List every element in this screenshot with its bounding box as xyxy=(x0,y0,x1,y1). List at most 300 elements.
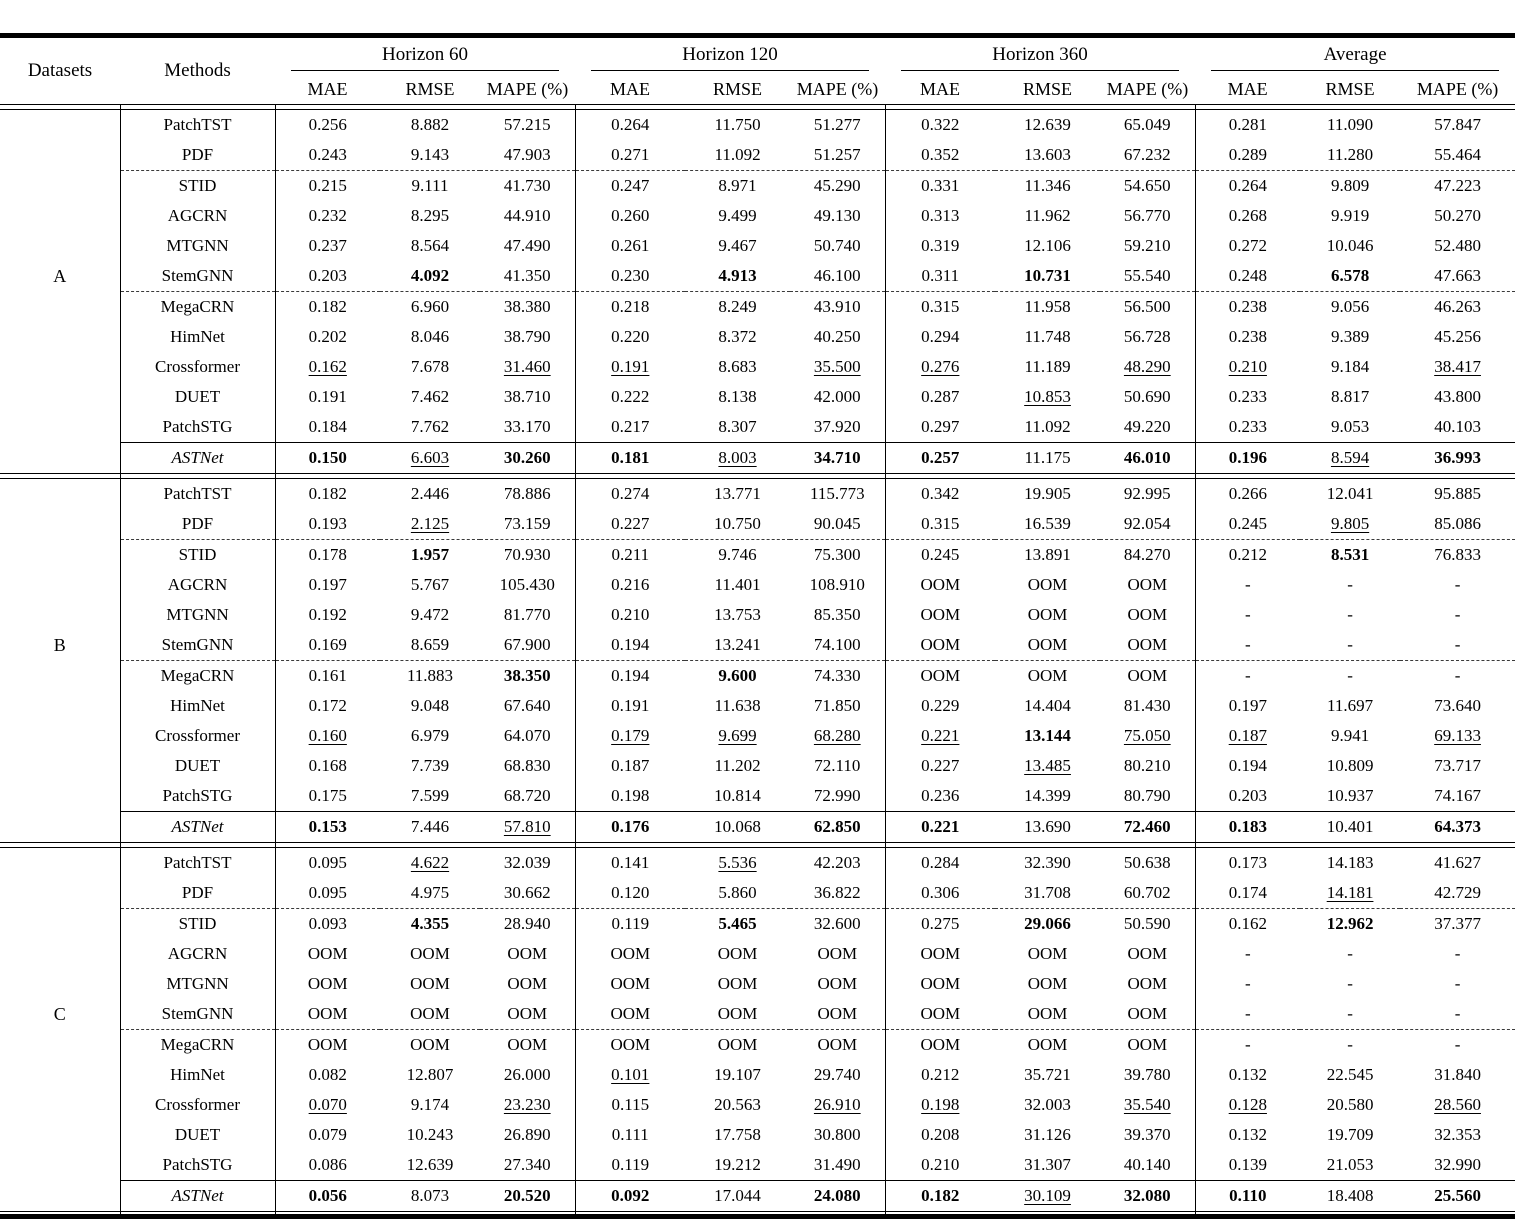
value: 11.090 xyxy=(1327,115,1374,134)
value: 0.210 xyxy=(611,605,650,624)
value-cell xyxy=(1100,878,1195,909)
value-cell xyxy=(275,909,380,940)
col-header-mape: MAPE (%) xyxy=(796,78,879,99)
value: 0.227 xyxy=(921,756,960,775)
value: 57.847 xyxy=(1434,115,1481,134)
value: 16.539 xyxy=(1024,514,1071,533)
value-cell xyxy=(275,201,380,231)
value-cell xyxy=(1195,412,1300,443)
value-cell xyxy=(1100,231,1195,261)
second-best-value: 35.540 xyxy=(1123,1095,1171,1114)
value: 0.111 xyxy=(611,1125,649,1144)
value-cell xyxy=(995,721,1100,751)
value-cell xyxy=(480,1030,575,1061)
second-best-value: 8.003 xyxy=(718,448,757,467)
second-best-value: 10.853 xyxy=(1024,387,1071,406)
value: 33.170 xyxy=(503,417,551,436)
value-cell xyxy=(790,721,885,751)
value: 0.194 xyxy=(611,666,650,685)
value: 40.250 xyxy=(813,327,861,346)
value-cell xyxy=(575,848,685,879)
value: - xyxy=(1454,575,1461,594)
value-cell xyxy=(685,721,790,751)
value-cell xyxy=(480,878,575,909)
second-best-value: 30.109 xyxy=(1024,1186,1071,1205)
value-cell xyxy=(995,1181,1100,1212)
value-cell xyxy=(575,909,685,940)
value-cell xyxy=(885,412,995,443)
value: OOM xyxy=(1027,1035,1068,1054)
table-row xyxy=(0,171,1515,202)
value-cell xyxy=(995,570,1100,600)
value-cell xyxy=(480,322,575,352)
value-cell xyxy=(1300,1090,1400,1120)
value-cell xyxy=(885,812,995,843)
value-cell xyxy=(1100,661,1195,692)
best-value: 0.092 xyxy=(611,1186,650,1205)
value: 8.971 xyxy=(718,176,757,195)
value-cell xyxy=(1195,231,1300,261)
method-cell: DUET xyxy=(120,751,275,781)
value-cell xyxy=(1100,630,1195,661)
value: 10.243 xyxy=(406,1125,454,1144)
col-header-mae: MAE xyxy=(920,78,961,99)
value-cell xyxy=(480,848,575,879)
col-header-rmse: RMSE xyxy=(1023,78,1073,99)
value: 43.800 xyxy=(1434,387,1481,406)
table-row xyxy=(0,231,1515,261)
value-cell xyxy=(790,812,885,843)
value: 0.245 xyxy=(921,545,960,564)
value: 56.770 xyxy=(1123,206,1171,225)
value: 28.940 xyxy=(503,914,551,933)
value-cell xyxy=(790,201,885,231)
value-cell xyxy=(685,600,790,630)
value-cell xyxy=(790,570,885,600)
value: 0.289 xyxy=(1228,145,1267,164)
dataset-cell xyxy=(0,292,120,323)
value: 0.264 xyxy=(1228,176,1267,195)
method-cell: PatchSTG xyxy=(120,412,275,443)
rule-cell xyxy=(120,1212,275,1217)
value: OOM xyxy=(610,944,651,963)
value: 50.740 xyxy=(813,236,861,255)
value: 9.048 xyxy=(410,696,450,715)
value: 0.173 xyxy=(1228,853,1267,872)
value-cell xyxy=(1195,110,1300,141)
value-cell xyxy=(480,570,575,600)
value-cell xyxy=(685,999,790,1030)
value: 52.480 xyxy=(1434,236,1481,255)
value: 9.467 xyxy=(718,236,757,255)
value: 74.100 xyxy=(813,635,861,654)
value-cell xyxy=(1300,812,1400,843)
value-cell xyxy=(380,509,480,540)
method-cell: StemGNN xyxy=(120,261,275,292)
value: 7.599 xyxy=(410,786,450,805)
value-cell xyxy=(790,292,885,323)
value: 47.903 xyxy=(503,145,551,164)
best-value: 30.260 xyxy=(503,448,551,467)
value: 0.175 xyxy=(308,786,347,805)
value: 6.960 xyxy=(410,297,450,316)
value-cell xyxy=(380,661,480,692)
value-cell xyxy=(685,909,790,940)
value: - xyxy=(1347,1035,1353,1054)
value: 0.268 xyxy=(1228,206,1267,225)
second-best-value: 69.133 xyxy=(1434,726,1481,745)
value-cell xyxy=(275,781,380,812)
value: 42.729 xyxy=(1434,883,1481,902)
value: 19.905 xyxy=(1024,484,1071,503)
value-cell xyxy=(380,1090,480,1120)
col-header-rmse: RMSE xyxy=(405,78,455,99)
method-cell: MTGNN xyxy=(120,600,275,630)
value: OOM xyxy=(307,974,348,993)
method-cell: MTGNN xyxy=(120,969,275,999)
value: 39.780 xyxy=(1123,1065,1171,1084)
value-cell xyxy=(885,630,995,661)
method-cell: PatchSTG xyxy=(120,781,275,812)
value-cell xyxy=(685,1150,790,1181)
value: 9.056 xyxy=(1330,297,1370,316)
value: - xyxy=(1347,666,1353,685)
second-best-value: 5.536 xyxy=(718,853,757,872)
value: 0.275 xyxy=(921,914,960,933)
second-best-value: 6.603 xyxy=(410,448,450,467)
value-cell xyxy=(1300,939,1400,969)
value: 13.891 xyxy=(1024,545,1071,564)
value-cell xyxy=(885,939,995,969)
value-cell xyxy=(685,661,790,692)
value: 11.346 xyxy=(1024,176,1071,195)
value: 0.079 xyxy=(308,1125,347,1144)
value: 8.564 xyxy=(410,236,450,255)
value: 0.172 xyxy=(308,696,347,715)
method-cell: StemGNN xyxy=(120,999,275,1030)
table-row xyxy=(0,1060,1515,1090)
value-cell xyxy=(885,382,995,412)
value: 0.331 xyxy=(921,176,960,195)
value: OOM xyxy=(1027,605,1068,624)
value: 0.274 xyxy=(611,484,650,503)
value-cell xyxy=(1400,1030,1515,1061)
value-cell xyxy=(995,261,1100,292)
value-cell xyxy=(275,479,380,510)
value: OOM xyxy=(1127,974,1168,993)
best-value: 0.257 xyxy=(921,448,960,467)
value-cell xyxy=(480,721,575,751)
value-cell xyxy=(1195,201,1300,231)
value-cell xyxy=(1195,812,1300,843)
value-cell xyxy=(1400,751,1515,781)
value: 31.708 xyxy=(1024,883,1071,902)
value: 74.330 xyxy=(813,666,861,685)
value: 32.390 xyxy=(1024,853,1071,872)
second-best-value: 0.198 xyxy=(921,1095,960,1114)
value-cell xyxy=(995,751,1100,781)
value-cell xyxy=(575,878,685,909)
value: 6.979 xyxy=(410,726,450,745)
dataset-cell xyxy=(0,140,120,171)
value-cell xyxy=(685,878,790,909)
value-cell xyxy=(790,261,885,292)
best-value: 20.520 xyxy=(503,1186,551,1205)
value: 0.245 xyxy=(1228,514,1267,533)
col-header-mae: MAE xyxy=(1227,78,1268,99)
col-header-mape: MAPE (%) xyxy=(1106,78,1189,99)
value: OOM xyxy=(1127,666,1168,685)
value: 0.264 xyxy=(611,115,650,134)
value-cell xyxy=(1195,479,1300,510)
best-value: 0.182 xyxy=(921,1186,960,1205)
value-cell xyxy=(1300,691,1400,721)
value: OOM xyxy=(1027,944,1068,963)
col-header-methods: Methods xyxy=(164,60,231,81)
method-cell: ASTNet xyxy=(120,812,275,843)
value-cell xyxy=(1100,999,1195,1030)
table-row xyxy=(0,540,1515,571)
value: 9.941 xyxy=(1330,726,1370,745)
method-cell: PDF xyxy=(120,509,275,540)
second-best-value: 0.221 xyxy=(921,726,960,745)
value-cell xyxy=(995,201,1100,231)
dataset-cell xyxy=(0,479,120,510)
value-cell xyxy=(1300,292,1400,323)
method-cell: Crossformer xyxy=(120,1090,275,1120)
value: 8.882 xyxy=(410,115,450,134)
value-cell xyxy=(480,1181,575,1212)
dataset-label: A xyxy=(53,265,67,286)
value: 9.919 xyxy=(1330,206,1370,225)
value-cell xyxy=(1195,1120,1300,1150)
value-cell xyxy=(380,352,480,382)
value: 0.220 xyxy=(611,327,650,346)
value: 67.232 xyxy=(1123,145,1171,164)
value: 44.910 xyxy=(503,206,551,225)
value-cell xyxy=(275,261,380,292)
value-cell xyxy=(885,878,995,909)
value-cell xyxy=(1100,812,1195,843)
col-group-horizon-360 xyxy=(885,36,1195,75)
value: 9.472 xyxy=(410,605,450,624)
value-cell xyxy=(480,509,575,540)
value: 0.193 xyxy=(308,514,347,533)
value: 54.650 xyxy=(1123,176,1171,195)
value: 55.540 xyxy=(1123,266,1171,285)
value-cell xyxy=(275,352,380,382)
value-cell xyxy=(380,781,480,812)
value: - xyxy=(1454,974,1461,993)
value-cell xyxy=(575,540,685,571)
value: OOM xyxy=(410,944,450,963)
value: 12.639 xyxy=(406,1155,454,1174)
value: 4.975 xyxy=(410,883,450,902)
value: 0.211 xyxy=(611,545,650,564)
value: 12.807 xyxy=(406,1065,454,1084)
method-cell: ASTNet xyxy=(120,443,275,474)
value-cell xyxy=(480,382,575,412)
value-cell xyxy=(575,201,685,231)
value: 8.046 xyxy=(410,327,450,346)
value-cell xyxy=(790,661,885,692)
method-cell: STID xyxy=(120,909,275,940)
value-cell xyxy=(995,1030,1100,1061)
value: 18.408 xyxy=(1326,1186,1374,1205)
value-cell xyxy=(1400,231,1515,261)
value-cell xyxy=(995,352,1100,382)
value: 47.663 xyxy=(1434,266,1481,285)
value: 0.272 xyxy=(1228,236,1267,255)
value-cell xyxy=(275,630,380,661)
value-cell xyxy=(1195,1150,1300,1181)
value: - xyxy=(1347,1004,1353,1023)
value-cell xyxy=(275,751,380,781)
value-cell xyxy=(380,292,480,323)
value: 0.238 xyxy=(1228,327,1267,346)
value: 0.194 xyxy=(1228,756,1267,775)
method-cell: DUET xyxy=(120,1120,275,1150)
value: 95.885 xyxy=(1434,484,1481,503)
value: OOM xyxy=(1127,944,1168,963)
table-row xyxy=(0,261,1515,292)
value-cell xyxy=(790,1060,885,1090)
value: 64.070 xyxy=(503,726,551,745)
value-cell xyxy=(685,781,790,812)
value: 51.257 xyxy=(813,145,861,164)
value: - xyxy=(1244,635,1251,654)
value: 0.281 xyxy=(1228,115,1267,134)
value: OOM xyxy=(307,1035,348,1054)
value: 73.159 xyxy=(503,514,551,533)
value-cell xyxy=(1400,909,1515,940)
results-table xyxy=(0,33,1515,1219)
table-row xyxy=(0,1120,1515,1150)
value-cell xyxy=(885,140,995,171)
value-cell xyxy=(1195,600,1300,630)
value-cell xyxy=(995,140,1100,171)
best-value: 0.110 xyxy=(1229,1186,1267,1205)
value-cell xyxy=(1300,171,1400,202)
value-cell xyxy=(380,201,480,231)
best-value: 0.150 xyxy=(308,448,347,467)
value-cell xyxy=(575,443,685,474)
value: - xyxy=(1454,666,1461,685)
value: OOM xyxy=(920,1004,961,1023)
value: 14.399 xyxy=(1024,786,1071,805)
value: 41.627 xyxy=(1434,853,1481,872)
value: 31.307 xyxy=(1024,1155,1071,1174)
value-cell xyxy=(480,412,575,443)
value-cell xyxy=(1100,600,1195,630)
value: OOM xyxy=(920,605,961,624)
dataset-cell xyxy=(0,352,120,382)
second-best-value: 13.485 xyxy=(1024,756,1071,775)
value-cell xyxy=(685,479,790,510)
rule-cell xyxy=(575,1212,685,1217)
dataset-cell xyxy=(0,201,120,231)
value-cell xyxy=(1300,540,1400,571)
value: OOM xyxy=(817,1004,858,1023)
best-value: 5.465 xyxy=(718,914,757,933)
value: 47.223 xyxy=(1434,176,1481,195)
value: 9.184 xyxy=(1330,357,1370,376)
value: 26.000 xyxy=(503,1065,551,1084)
value: 11.962 xyxy=(1024,206,1071,225)
method-cell: DUET xyxy=(120,382,275,412)
table-row xyxy=(0,1181,1515,1212)
best-value: 0.181 xyxy=(611,448,650,467)
value-cell xyxy=(1300,110,1400,141)
value: 55.464 xyxy=(1434,145,1481,164)
value: OOM xyxy=(410,974,450,993)
value: 8.249 xyxy=(718,297,757,316)
value: OOM xyxy=(1127,1004,1168,1023)
value-cell xyxy=(1100,1030,1195,1061)
value-cell xyxy=(575,691,685,721)
value-cell xyxy=(1400,479,1515,510)
rule-cell xyxy=(790,1212,885,1217)
value: 9.389 xyxy=(1330,327,1370,346)
value-cell xyxy=(790,909,885,940)
value-cell xyxy=(790,322,885,352)
value: OOM xyxy=(920,974,961,993)
value: 2.446 xyxy=(410,484,450,503)
value-cell xyxy=(380,721,480,751)
value: 39.370 xyxy=(1123,1125,1171,1144)
value-cell xyxy=(1100,171,1195,202)
value-cell xyxy=(790,939,885,969)
value: 50.690 xyxy=(1123,387,1171,406)
col-group-horizon-60 xyxy=(275,36,575,75)
value-cell xyxy=(480,812,575,843)
value: 85.086 xyxy=(1434,514,1481,533)
value-cell xyxy=(575,1181,685,1212)
table-row xyxy=(0,382,1515,412)
value-cell xyxy=(1300,781,1400,812)
value-cell xyxy=(1400,661,1515,692)
value: OOM xyxy=(1127,575,1168,594)
value: 0.115 xyxy=(611,1095,650,1114)
value-cell xyxy=(1400,600,1515,630)
value-cell xyxy=(685,751,790,781)
value-cell xyxy=(1195,721,1300,751)
value-cell xyxy=(380,171,480,202)
value: 32.353 xyxy=(1434,1125,1481,1144)
value: 19.212 xyxy=(714,1155,761,1174)
value-cell xyxy=(1300,352,1400,382)
value-cell xyxy=(995,110,1100,141)
value-cell xyxy=(995,600,1100,630)
dataset-cell xyxy=(0,1030,120,1061)
second-best-value: 0.179 xyxy=(611,726,650,745)
value-cell xyxy=(480,443,575,474)
value-cell xyxy=(480,140,575,171)
value-cell xyxy=(995,231,1100,261)
value-cell xyxy=(1100,751,1195,781)
value-cell xyxy=(480,201,575,231)
value: 11.092 xyxy=(714,145,761,164)
dataset-cell xyxy=(0,751,120,781)
value-cell xyxy=(1100,443,1195,474)
value: 40.140 xyxy=(1123,1155,1171,1174)
best-value: 64.373 xyxy=(1434,817,1481,836)
value: 0.217 xyxy=(611,417,650,436)
value-cell xyxy=(275,939,380,969)
value: 0.243 xyxy=(308,145,347,164)
value-cell xyxy=(1195,1060,1300,1090)
value: 80.790 xyxy=(1123,786,1171,805)
